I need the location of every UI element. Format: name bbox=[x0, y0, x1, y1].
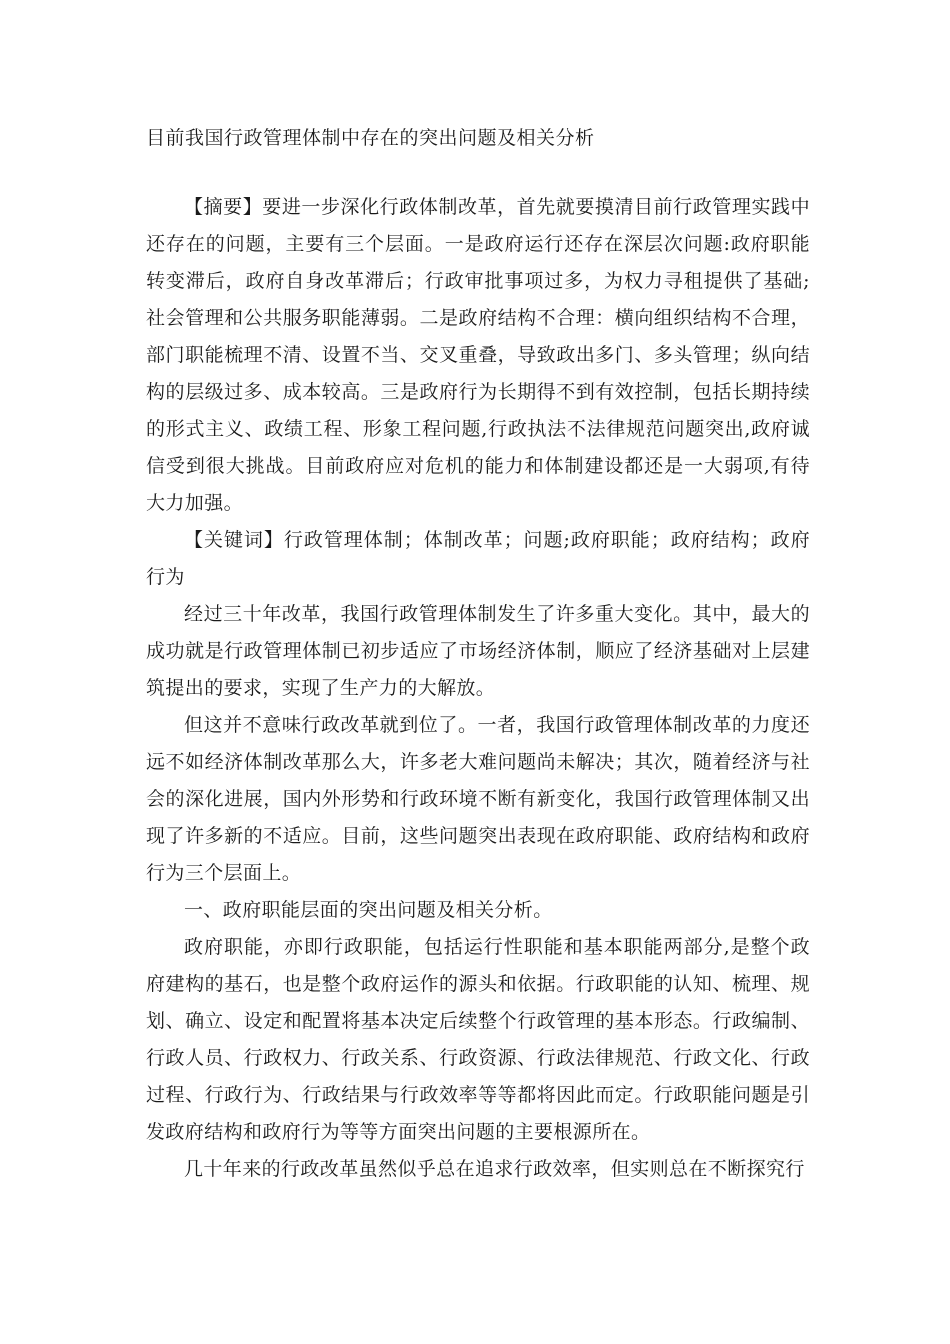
section-heading-1: 一、政府职能层面的突出问题及相关分析。 bbox=[184, 899, 553, 921]
document-title: 目前我国行政管理体制中存在的突出问题及相关分析 bbox=[146, 127, 595, 149]
keywords-paragraph: 【关键词】行政管理体制；体制改革；问题;政府职能；政府结构；政府行为 bbox=[146, 529, 810, 588]
body-paragraph-functions: 政府职能，亦即行政职能，包括运行性职能和基本职能两部分,是整个政府建构的基石，也是整个政府运作的源头和依据。行政职能的认知、梳理、规划、确立、设定和配置将基本决定后续整个行政管理的基本形态。行政编制、行政人员、行政权力、行政关系、行政资源、行政法律规范、行政文化、行政过程、行政行为、行政结果与行政效率等等都将因此而定。行政职能问题是引发政府结构和政府行为等等方面突出问题的主要根源所在。 bbox=[146, 936, 810, 1143]
body-paragraph-continued: 几十年来的行政改革虽然似乎总在追求行政效率，但实则总在不断探究行 bbox=[184, 1158, 805, 1180]
abstract-paragraph: 【摘要】要进一步深化行政体制改革，首先就要摸清目前行政管理实践中还存在的问题，主要有三个层面。一是政府运行还存在深层次问题:政府职能转变滞后，政府自身改革滞后；行政审批事项过多，为权力寻租提供了基础;社会管理和公共服务职能薄弱。二是政府结构不合理：横向组织结构不合理，部门职能梳理不清、设置不当、交叉重叠，导致政出多门、多头管理；纵向结构的层级过多、成本较高。三是政府行为长期得不到有效控制，包括长期持续的形式主义、政绩工程、形象工程问题,行政执法不法律规范问题突出,政府诚信受到很大挑战。目前政府应对危机的能力和体制建设都还是一大弱项,有待大力加强。 bbox=[146, 196, 810, 514]
body-paragraph-intro: 经过三十年改革，我国行政管理体制发生了许多重大变化。其中，最大的成功就是行政管理体制已初步适应了市场经济体制，顺应了经济基础对上层建筑提出的要求，实现了生产力的大解放。 bbox=[146, 603, 810, 699]
body-paragraph-reform: 但这并不意味行政改革就到位了。一者，我国行政管理体制改革的力度还远不如经济体制改革那么大，许多老大难问题尚未解决；其次，随着经济与社会的深化进展，国内外形势和行政环境不断有新变化，我国行政管理体制又出现了许多新的不适应。目前，这些问题突出表现在政府职能、政府结构和政府行为三个层面上。 bbox=[146, 714, 810, 884]
document-page bbox=[146, 120, 810, 1188]
